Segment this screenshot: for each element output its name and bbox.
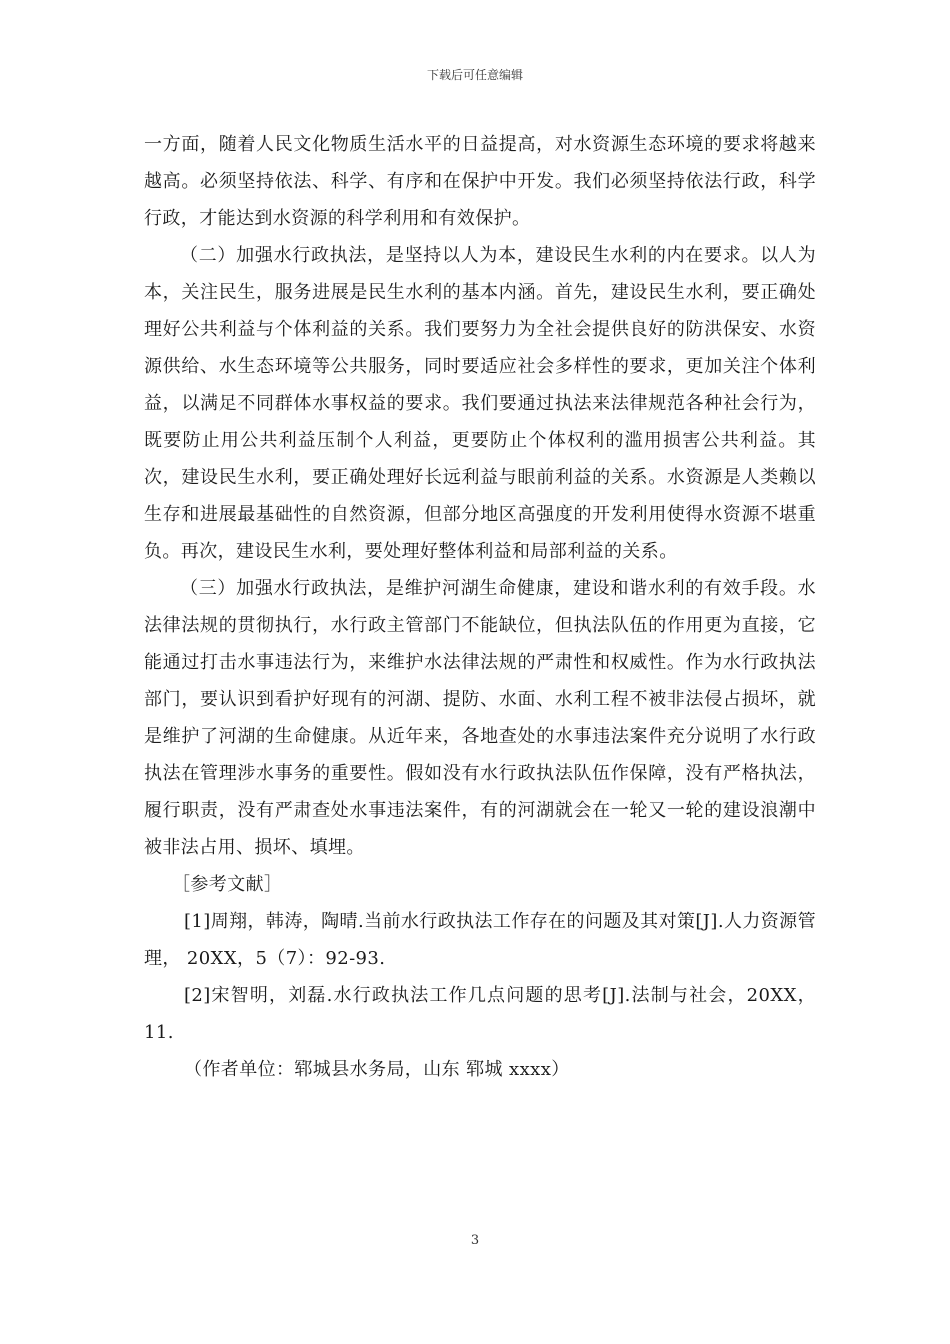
reference-item-1: [1]周翔，韩涛，陶晴.当前水行政执法工作存在的问题及其对策[J].人力资源管理， 20XX，5（7）：92-93. [144,911,816,969]
document-body [144,126,816,1088]
paragraph-intro: 一方面，随着人民文化物质生活水平的日益提高，对水资源生态环境的要求将越来越高。必须坚持依法、科学、有序和在保护中开发。我们必须坚持依法行政，科学行政，才能达到水资源的科学利用和有效保护。 [144,134,816,229]
references-title: ［参考文献］ [172,874,283,895]
paragraph-section-three: （三）加强水行政执法，是维护河湖生命健康，建设和谐水利的有效手段。水法律法规的贯彻执行，水行政主管部门不能缺位，但执法队伍的作用更为直接，它能通过打击水事违法行为，来维护水法律法规的严肃性和权威性。作为水行政执法部门，要认识到看护好现有的河湖、提防、水面、水利工程不被非法侵占损坏，就是维护了河湖的生命健康。从近年来，各地查处的水事违法案件充分说明了水行政执法在管理涉水事务的重要性。假如没有水行政执法队伍作保障，没有严格执法，履行职责，没有严肃查处水事违法案件，有的河湖就会在一轮又一轮的建设浪潮中被非法占用、损坏、填埋。 [144,578,816,858]
paragraph-section-two: （二）加强水行政执法，是坚持以人为本，建设民生水利的内在要求。以人为本，关注民生，服务进展是民生水利的基本内涵。首先，建设民生水利，要正确处理好公共利益与个体利益的关系。我们要努力为全社会提供良好的防洪保安、水资源供给、水生态环境等公共服务，同时要适应社会多样性的要求，更加关注个体利益，以满足不同群体水事权益的要求。我们要通过执法来法律规范各种社会行为，既要防止用公共利益压制个人利益，更要防止个体权利的滥用损害公共利益。其次，建设民生水利，要正确处理好长远利益与眼前利益的关系。水资源是人类赖以生存和进展最基础性的自然资源，但部分地区高强度的开发利用使得水资源不堪重负。再次，建设民生水利，要处理好整体利益和局部利益的关系。 [144,245,816,562]
page-number: 3 [470,1233,480,1248]
page-header: 下载后可任意编辑 [426,68,523,82]
reference-item-2: [2]宋智明，刘磊.水行政执法工作几点问题的思考[J].法制与社会，20XX，11. [144,985,816,1043]
author-unit: （作者单位：郓城县水务局，山东 郓城 xxxx） [184,1059,570,1080]
